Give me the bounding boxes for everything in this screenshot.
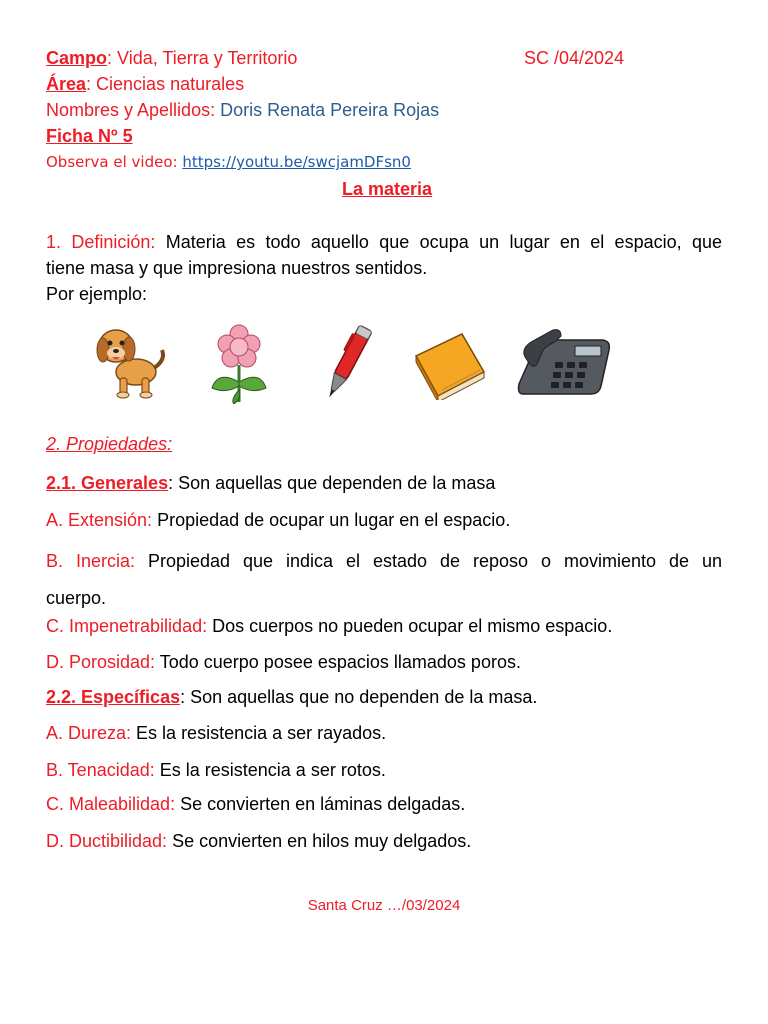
list-item — [46, 509, 510, 531]
specific-label: 2.2. Específicas — [46, 687, 181, 707]
item-label: D. Porosidad: — [46, 652, 156, 672]
list-item — [46, 793, 465, 815]
area-value: : Ciencias naturales — [86, 74, 245, 94]
definition-line-2: tiene masa y que impresiona nuestros sentidos. — [46, 258, 428, 278]
page-title-row — [0, 178, 768, 200]
ficha-number: Ficha Nº 5 — [46, 126, 133, 146]
item-label: C. Impenetrabilidad: — [46, 616, 208, 636]
nombres-line — [46, 99, 439, 121]
student-name: Doris Renata Pereira Rojas — [220, 100, 440, 120]
list-item — [46, 615, 612, 637]
item-label: A. Dureza: — [46, 723, 132, 743]
general-text: : Son aquellas que dependen de la masa — [168, 473, 496, 493]
flower-icon — [206, 320, 272, 404]
video-label: Observa el video: — [46, 153, 183, 171]
item-label: B. Tenacidad: — [46, 760, 155, 780]
specific-text: : Son aquellas que no dependen de la masa. — [180, 687, 538, 707]
specific-heading-line — [46, 686, 537, 708]
item-text: Dos cuerpos no pueden ocupar el mismo espacio. — [207, 616, 613, 636]
campo-line — [46, 47, 297, 69]
campo-value: : Vida, Tierra y Territorio — [107, 48, 298, 68]
page-title: La materia — [341, 179, 433, 199]
list-item — [46, 651, 521, 673]
telephone-icon — [513, 320, 613, 402]
general-heading-line — [46, 472, 495, 494]
definition-label: 1. Definición: — [46, 232, 156, 252]
list-item — [46, 830, 471, 852]
item-label: A. Extensión: — [46, 510, 153, 530]
inercia-line-2: cuerpo. — [46, 588, 107, 608]
video-link[interactable]: https://youtu.be/swcjamDFsn0 — [182, 153, 411, 171]
item-text: Se convierten en hilos muy delgados. — [167, 831, 472, 851]
video-line — [46, 151, 411, 173]
document-date: SC /04/2024 — [524, 48, 625, 68]
list-item — [46, 543, 722, 617]
area-label: Área — [46, 74, 87, 94]
footer-date: Santa Cruz …/03/2024 — [307, 897, 461, 914]
pen-icon — [316, 320, 380, 404]
item-text: Propiedad de ocupar un lugar en el espacio. — [152, 510, 511, 530]
definition-text-1: Materia es todo aquello que ocupa un lugar en el espacio, que — [155, 232, 722, 252]
area-line — [46, 73, 244, 95]
book-icon — [412, 320, 488, 400]
dog-icon — [92, 320, 168, 400]
list-item — [46, 722, 386, 744]
nombres-label: Nombres y Apellidos: — [46, 100, 221, 120]
definition-paragraph — [46, 229, 722, 307]
item-label: B. Inercia: — [46, 551, 136, 571]
item-text: Se convierten en láminas delgadas. — [175, 794, 466, 814]
example-label: Por ejemplo: — [46, 284, 148, 304]
general-label: 2.1. Generales — [46, 473, 169, 493]
definition-line-1 — [46, 229, 722, 255]
properties-heading: 2. Propiedades: — [46, 434, 173, 454]
item-text: Propiedad que indica el estado de reposo o movimiento de un — [135, 551, 722, 571]
campo-label: Campo — [46, 48, 108, 68]
inercia-line-1 — [46, 543, 722, 580]
ficha-line — [46, 125, 133, 147]
properties-heading-line — [46, 433, 172, 455]
item-text: Todo cuerpo posee espacios llamados poros. — [155, 652, 521, 672]
item-label: D. Ductibilidad: — [46, 831, 168, 851]
item-text: Es la resistencia a ser rotos. — [154, 760, 386, 780]
item-text: Es la resistencia a ser rayados. — [131, 723, 387, 743]
item-label: C. Maleabilidad: — [46, 794, 176, 814]
list-item — [46, 759, 386, 781]
